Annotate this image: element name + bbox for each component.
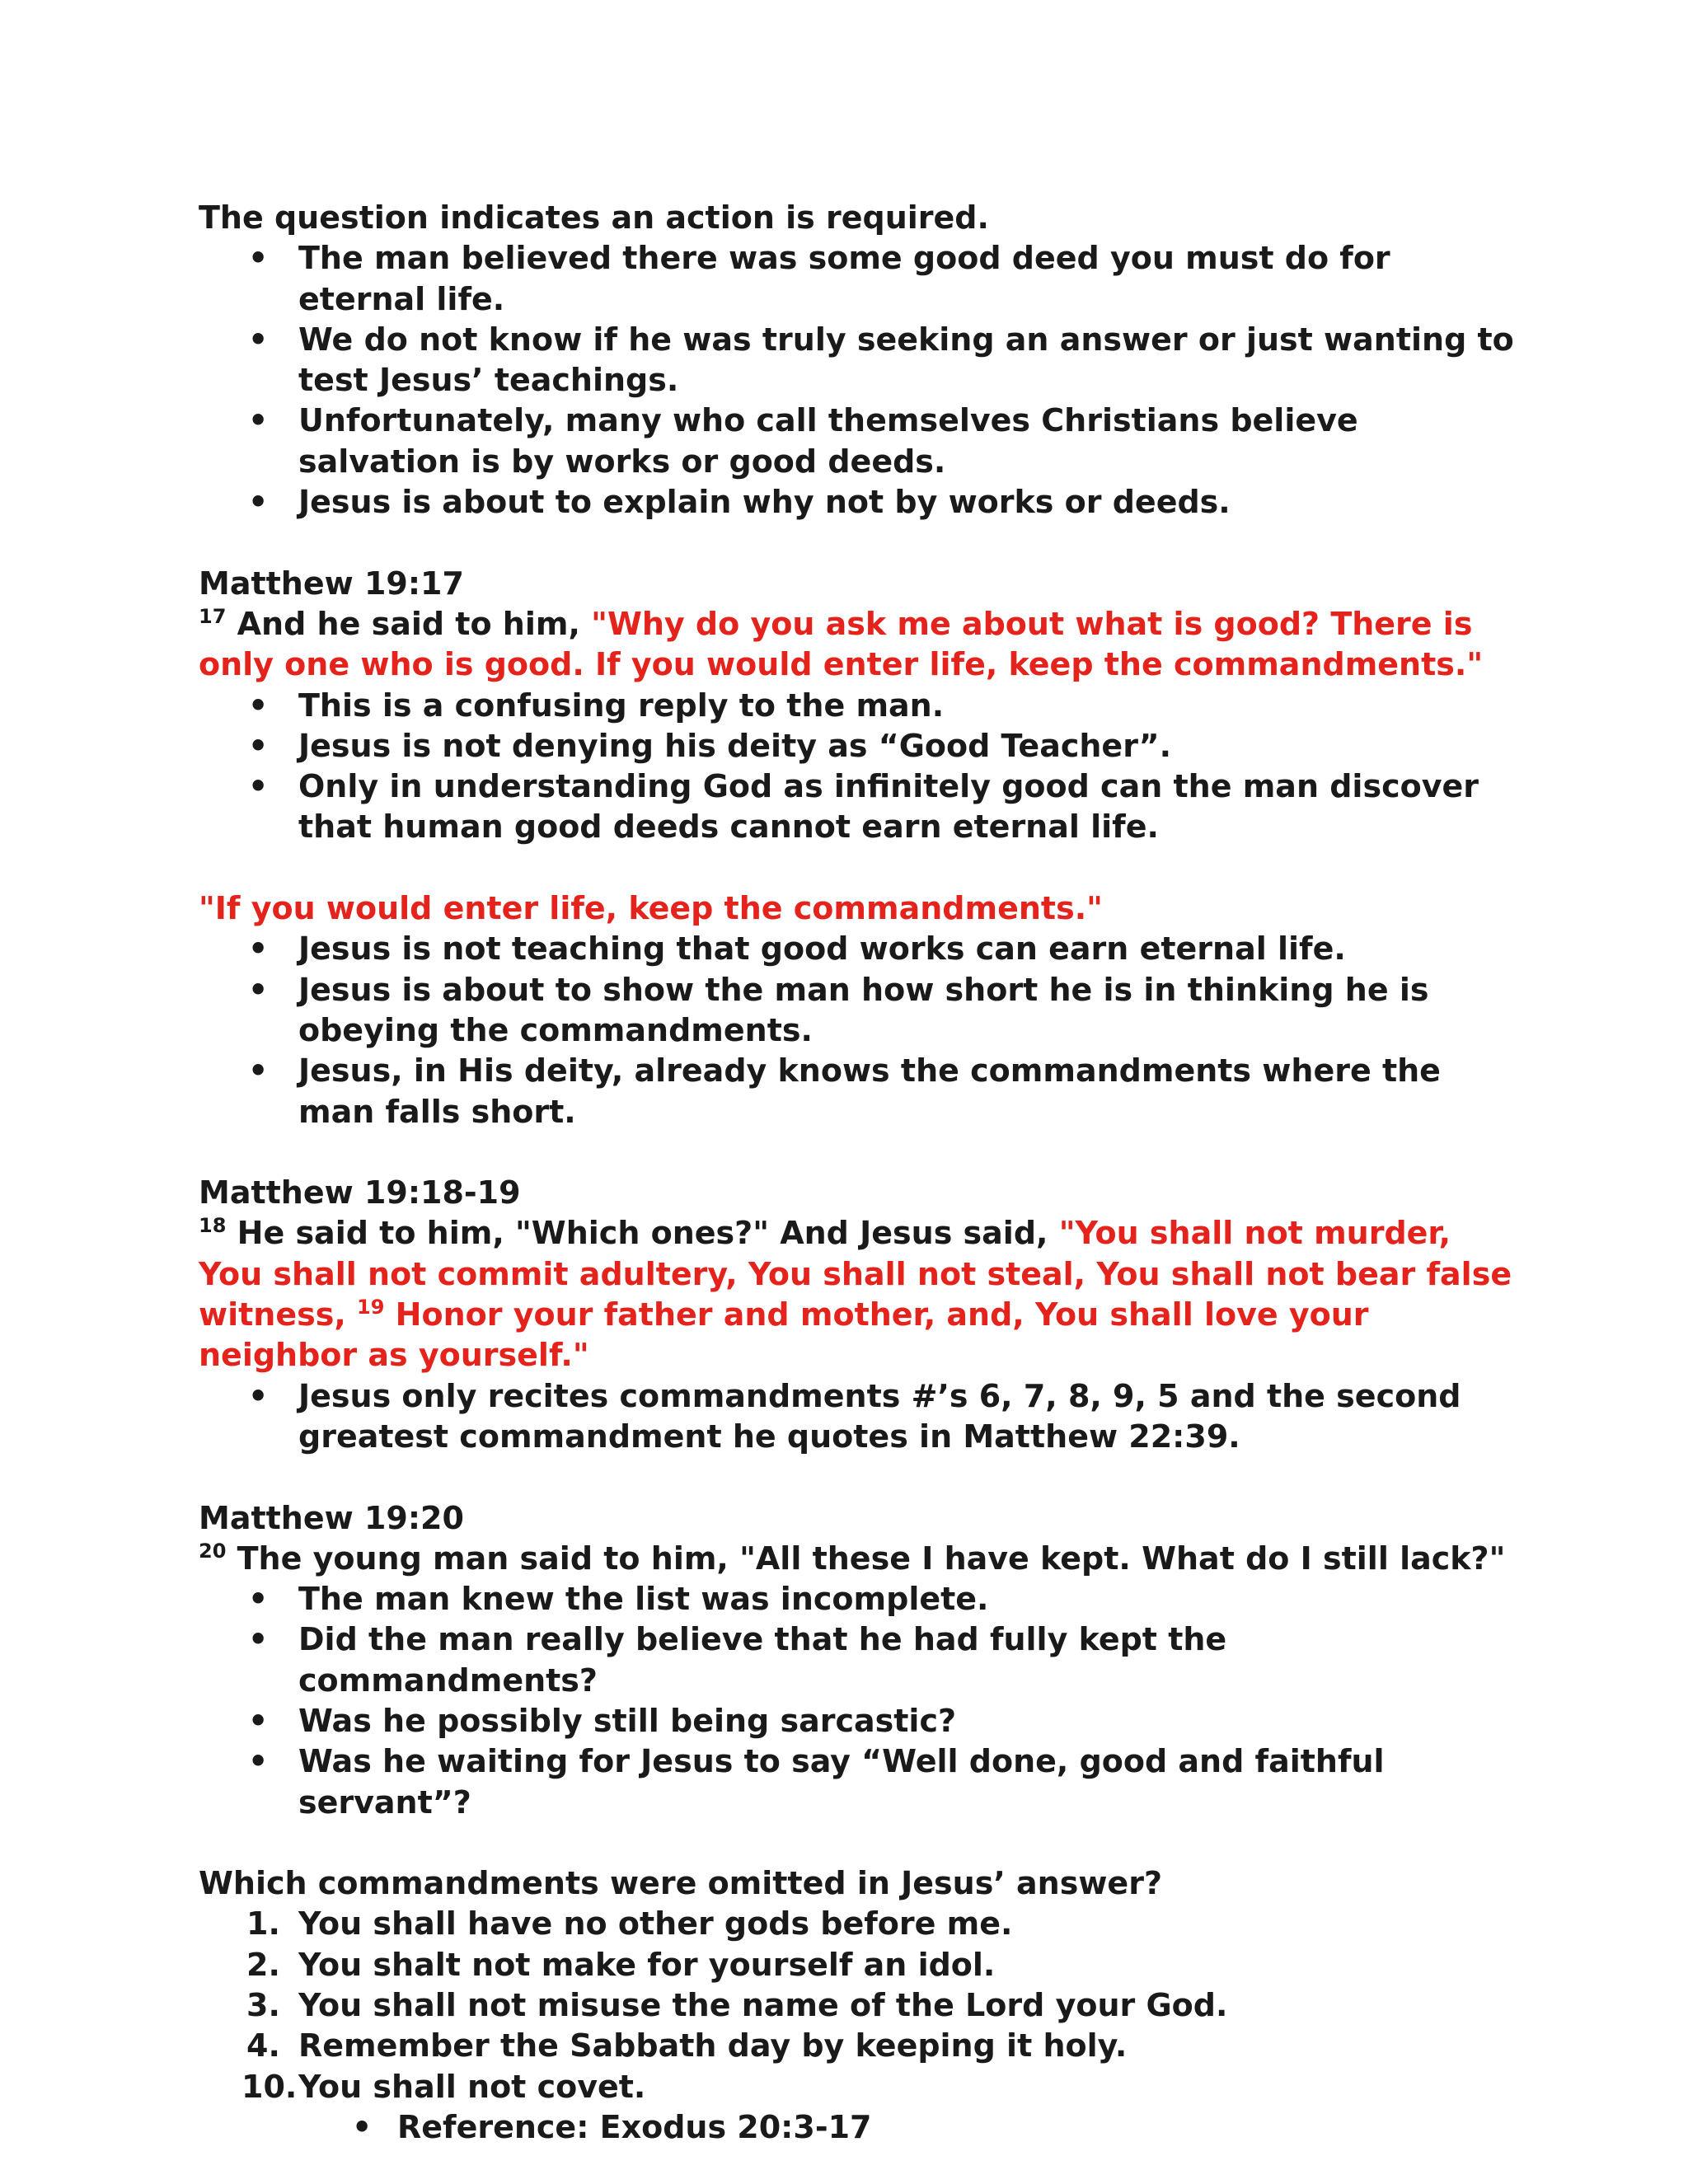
bullet-list: [199, 686, 1517, 848]
bullet-icon: •: [248, 1621, 269, 1658]
bullet-icon: •: [248, 402, 269, 439]
scripture-verse: [199, 604, 1517, 686]
verse-intro: He said to him, "Which ones?" And Jesus said,: [226, 1215, 1059, 1252]
list-item: • Jesus is about to show the man how short he is in thinking he is obeying the commandments.: [248, 971, 1429, 1048]
list-number: 1.: [246, 1905, 280, 1943]
verse-number: 17: [199, 604, 227, 628]
paragraph-spacer: [199, 848, 1517, 888]
bullet-list: [199, 1376, 1517, 1458]
list-number: 3.: [246, 1987, 280, 2024]
list-item: • Jesus is about to explain why not by works or deeds.: [199, 482, 1517, 523]
paragraph-spacer: [199, 523, 1517, 563]
list-item: • The man believed there was some good deed you must do for eternal life.: [248, 240, 1390, 317]
paragraph-spacer: [199, 1823, 1517, 1863]
list-item: • Jesus only recites commandments #’s 6, 7, 8, 9, 5 and the second greatest commandment he quotes in Matthew 22:39.: [248, 1377, 1461, 1455]
verse-quote: Honor your father and mother, and, You shall love your neighbor as yourself.": [199, 1296, 1369, 1374]
bullet-icon: •: [248, 240, 269, 277]
list-number: 10.: [241, 2068, 298, 2105]
document-page: [199, 198, 1517, 2148]
list-number: 2.: [246, 1946, 280, 1983]
bullet-icon: •: [248, 930, 269, 968]
verse-number: 19: [357, 1296, 385, 1319]
bullet-icon: •: [248, 1581, 269, 1618]
list-item: • Was he waiting for Jesus to say “Well done, good and faithful servant”?: [248, 1743, 1385, 1821]
sub-bullet-list: [199, 2107, 1517, 2148]
list-item: 2. You shalt not make for yourself an idol.: [199, 1945, 1517, 1985]
bullet-icon: •: [248, 1743, 269, 1780]
verse-quote: "You shall not murder, You shall not commit adultery, You shall not steal, You shall not bear false witness,: [199, 1215, 1512, 1333]
list-item: • Jesus is not denying his deity as “Good Teacher”.: [199, 726, 1517, 766]
list-item: • Jesus, in His deity, already knows the commandments where the man falls short.: [248, 1052, 1441, 1130]
paragraph-spacer: [199, 1132, 1517, 1173]
bullet-icon: •: [248, 484, 269, 521]
bullet-icon: •: [248, 687, 269, 724]
bullet-icon: •: [248, 1377, 269, 1414]
bullet-list: [199, 929, 1517, 1132]
section-heading: Which commandments were omitted in Jesus’ answer?: [199, 1865, 1162, 1902]
list-item: • Was he possibly still being sarcastic?: [199, 1701, 1517, 1741]
list-number: 4.: [246, 2027, 280, 2064]
list-item: 3. You shall not misuse the name of the Lord your God.: [199, 1985, 1517, 2026]
numbered-list: [199, 1904, 1517, 2107]
scripture-verse: [199, 1539, 1517, 1579]
list-item: • This is a confusing reply to the man.: [199, 686, 1517, 726]
list-item: • Did the man really believe that he had fully kept the commandments?: [248, 1621, 1227, 1699]
bullet-icon: •: [248, 727, 269, 764]
list-item: • Only in understanding God as infinitely good can the man discover that human good deeds cannot earn eternal life.: [248, 768, 1479, 846]
list-item: • Reference: Exodus 20:3-17: [199, 2107, 1517, 2148]
bullet-icon: •: [248, 768, 269, 805]
list-item: • Jesus is not teaching that good works can earn eternal life.: [199, 929, 1517, 969]
scripture-reference: Matthew 19:18-19: [199, 1174, 521, 1212]
verse-intro: And he said to him,: [226, 605, 592, 642]
bullet-icon: •: [248, 1702, 269, 1739]
verse-text: The young man said to him, "All these I have kept. What do I still lack?": [226, 1540, 1506, 1577]
bullet-icon: •: [248, 321, 269, 358]
list-item: 1. You shall have no other gods before me.: [199, 1904, 1517, 1944]
scripture-reference: Matthew 19:20: [199, 1499, 464, 1536]
list-item: • The man knew the list was incomplete.: [199, 1579, 1517, 1619]
list-item: • We do not know if he was truly seeking an answer or just wanting to test Jesus’ teachings.: [248, 321, 1514, 399]
list-item: 10. You shall not covet.: [199, 2067, 1517, 2107]
list-item: 4. Remember the Sabbath day by keeping it holy.: [199, 2026, 1517, 2066]
section-heading: The question indicates an action is required.: [199, 199, 989, 236]
paragraph-spacer: [199, 1457, 1517, 1497]
list-item: • Unfortunately, many who call themselves Christians believe salvation is by works or good deeds.: [248, 402, 1358, 480]
verse-number: 20: [199, 1539, 227, 1563]
bullet-icon: •: [352, 2108, 373, 2145]
scripture-reference: Matthew 19:17: [199, 565, 464, 602]
bullet-list: [199, 238, 1517, 523]
verse-number: 18: [199, 1214, 227, 1238]
scripture-verse: [199, 1213, 1517, 1376]
bullet-icon: •: [248, 1052, 269, 1090]
verse-quote: "Why do you ask me about what is good? There is only one who is good. If you would enter life, keep the commandments.": [199, 605, 1484, 683]
bullet-icon: •: [248, 971, 269, 1008]
bullet-list: [199, 1579, 1517, 1823]
scripture-quote: "If you would enter life, keep the commandments.": [199, 890, 1103, 927]
